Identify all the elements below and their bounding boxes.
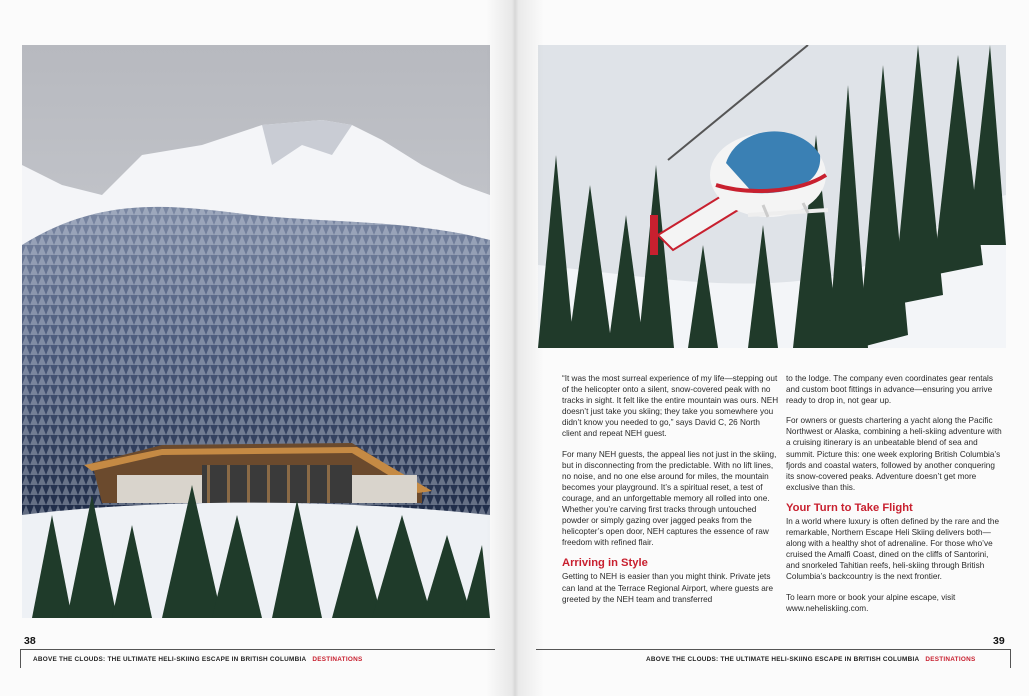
article-paragraph: Getting to NEH is easier than you might think. Private jets can land at the Terrace Regional Airport, where guests are greeted by the NEH team and transferred [562,572,774,604]
footer-title: ABOVE THE CLOUDS: THE ULTIMATE HELI-SKIING ESCAPE IN BRITISH COLUMBIA [646,656,920,663]
article-paragraph: To learn more or book your alpine escape, visit www.neheliskiing.com. [786,592,956,613]
lodge-mountain-photo [22,45,490,618]
article-paragraph: “It was the most surreal experience of my life—stepping out of the helicopter onto a silent, snow-covered peak with no tracks in sight. It felt like the entire mountain was ours. NEH doesn’t just take you skiing; they take you somewhere you didn’t know you needed to go,” says David C, 26 North client and repeat NEH guest. [562,374,779,439]
running-footer [646,656,975,663]
helicopter-photo [538,45,1006,348]
left-page [0,0,514,696]
article-column-1 [562,373,780,614]
footer-section: DESTINATIONS [312,656,363,663]
article-paragraph: For many NEH guests, the appeal lies not just in the skiing, but in disconnecting from the predictable. With no lift lines, no noise, and no one else around for miles, the mountain becomes your playground. It’s a spiritual reset, a test of courage, and an unforgettable memory all rolled into one. Whether you’re carving first tracks through untouched powder or simply gazing over jagged peaks from the helicopter’s open door, NEH captures the essence of raw freedom with refined flair. [562,449,777,548]
page-number: 39 [993,635,1005,647]
running-footer [33,656,362,663]
article-paragraph: In a world where luxury is often defined by the rare and the remarkable, Northern Escape Heli Skiing delivers both—along with a healthy shot of adrenaline. For those who’ve cruised the Amalfi Coast, dined on the cliffs of Santorini, and snorkeled Tahitian reefs, heli-skiing through British Columbia’s backcountry is the next frontier. [786,516,999,582]
footer-title: ABOVE THE CLOUDS: THE ULTIMATE HELI-SKIING ESCAPE IN BRITISH COLUMBIA [33,656,307,663]
footer-section: DESTINATIONS [925,656,976,663]
section-heading: Arriving in Style [562,557,648,570]
page-number: 38 [24,635,36,647]
article-paragraph: to the lodge. The company even coordinates gear rentals and custom boot fittings in advance—ensuring you arrive ready to drop in, not gear up. [786,374,993,406]
article-column-2 [786,373,1004,623]
section-heading: Your Turn to Take Flight [786,501,913,514]
article-paragraph: For owners or guests chartering a yacht along the Pacific Northwest or Alaska, combining a heli-skiing adventure with a cruising itinerary is an unbeatable blend of sea and summit. Picture this: one week exploring British Columbia’s fjords and coastal waters, followed by another conquering its snow-covered peaks. Adventure doesn’t get more exclusive than this. [786,416,1002,492]
